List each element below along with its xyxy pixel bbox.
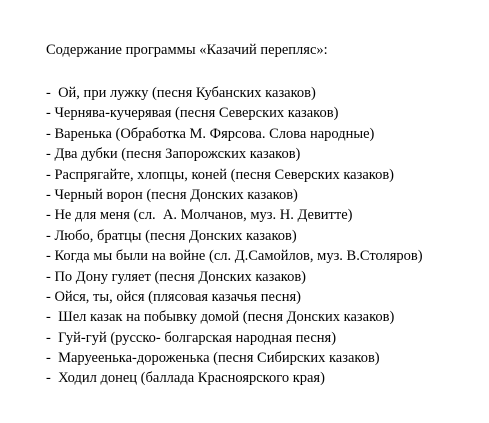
list-item: - Черный ворон (песня Донских казаков): [46, 186, 298, 203]
list-item: - Чернява-кучерявая (песня Северских казаков): [46, 105, 339, 122]
document-title: Содержание программы «Казачий перепляс»:: [46, 42, 328, 58]
list-item: - Шел казак на побывку домой (песня Донских казаков): [46, 309, 395, 326]
list-item: - Когда мы были на войне (сл. Д.Самойлов, муз. В.Столяров): [46, 248, 423, 265]
list-item: - Распрягайте, хлопцы, коней (песня Северских казаков): [46, 166, 394, 183]
list-item: - Любо, братцы (песня Донских казаков): [46, 227, 297, 244]
list-item: - Варенька (Обработка М. Фярсова. Слова народные): [46, 125, 375, 142]
list-item: - По Дону гуляет (песня Донских казаков): [46, 268, 306, 285]
list-item: - Ходил донец (баллада Красноярского края): [46, 370, 325, 387]
program-list: [46, 83, 423, 389]
list-item: - Два дубки (песня Запорожских казаков): [46, 146, 301, 163]
list-item: - Ой, при лужку (песня Кубанских казаков): [46, 85, 316, 101]
list-item: - Маруеенька-дороженька (песня Сибирских казаков): [46, 350, 380, 367]
list-item: - Гуй-гуй (русско- болгарская народная песня): [46, 329, 337, 346]
list-item: - Не для меня (сл. А. Молчанов, муз. Н. Девитте): [46, 207, 353, 224]
list-item: - Ойся, ты, ойся (плясовая казачья песня): [46, 288, 301, 305]
